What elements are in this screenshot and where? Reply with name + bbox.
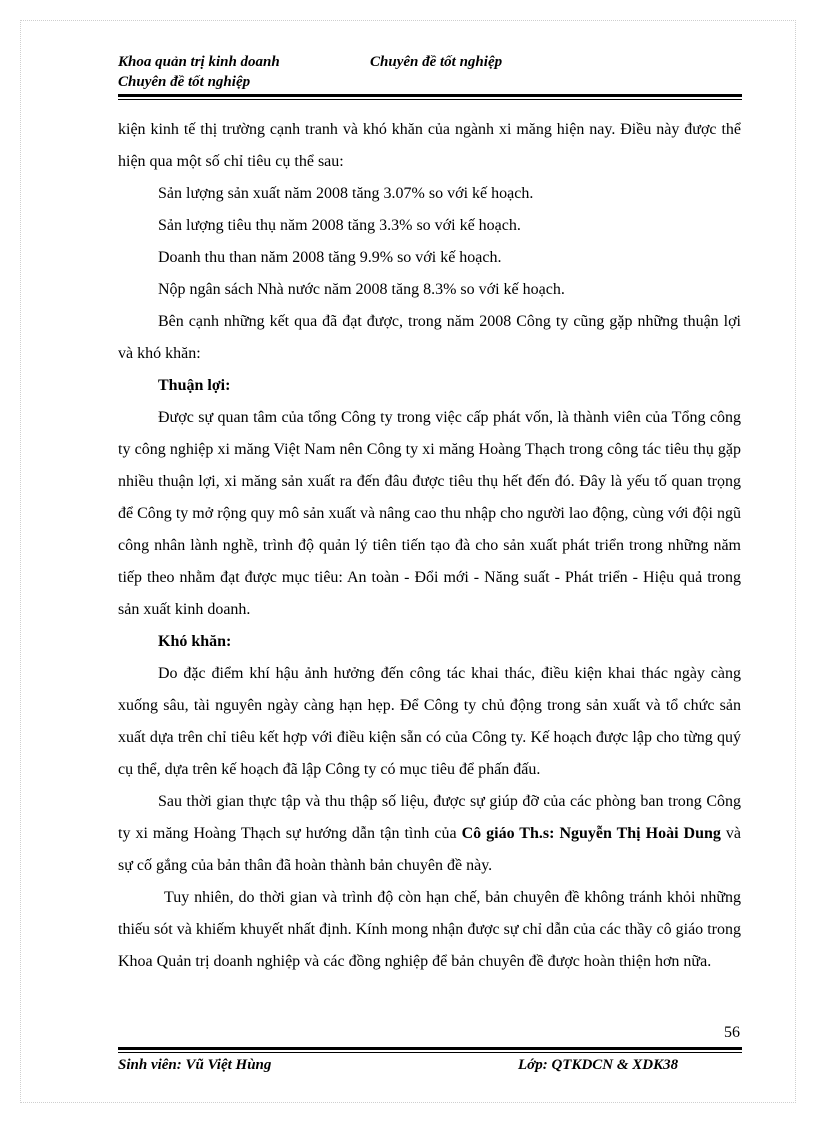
footer-student: Sinh viên: Vũ Việt Hùng bbox=[118, 1057, 272, 1073]
heading-difficulties: Khó khăn: bbox=[158, 633, 232, 650]
supervisor-name: Cô giáo Th.s: Nguyễn Thị Hoài Dung bbox=[461, 825, 721, 842]
header-rule-thick bbox=[118, 94, 742, 97]
footer-rule-thin bbox=[118, 1052, 742, 1053]
header-rule-thin bbox=[118, 99, 742, 100]
header-department: Khoa quản trị kinh doanh bbox=[118, 54, 280, 70]
paragraph-acknowledgement bbox=[118, 786, 741, 882]
document-body bbox=[118, 114, 741, 978]
paragraph-consumption: Sản lượng tiêu thụ năm 2008 tăng 3.3% so với kế hoạch. bbox=[158, 217, 521, 234]
paragraph-advantages: Được sự quan tâm của tổng Công ty trong việc cấp phát vốn, là thành viên của Tổng công ty công nghiệp xi măng Việt Nam nên Công ty xi măng Hoàng Thạch trong công tác tiêu thụ gặp nhiều thuận lợi, xi măng sản xuất ra đến đâu được tiêu thụ hết đến đó. Đây là yếu tố quan trọng để Công ty mở rộng quy mô sản xuất và nâng cao thu nhập cho người lao động, cùng với đội ngũ công nhân lành nghề, trình độ quản lý tiên tiến tạo đà cho sản xuất phát triển trong những năm tiếp theo nhằm đạt được mục tiêu: An toàn - Đổi mới - Năng suất - Phát triển - Hiệu quả trong sản xuất kinh doanh. bbox=[118, 409, 741, 618]
paragraph-closing: Tuy nhiên, do thời gian và trình độ còn hạn chế, bản chuyên đề không tránh khỏi những thiếu sót và khiếm khuyết nhất định. Kính mong nhận được sự chỉ dẫn của các thầy cô giáo trong Khoa Quản trị doanh nghiệp và các đồng nghiệp để bản chuyên đề được hoàn thiện hơn nữa. bbox=[118, 889, 741, 970]
paragraph-difficulties: Do đặc điểm khí hậu ảnh hưởng đến công tác khai thác, điều kiện khai thác ngày càng xuống sâu, tài nguyên ngày càng hạn hẹp. Để Công ty chủ động trong sản xuất và tổ chức sản xuất dựa trên chỉ tiêu kết hợp với điều kiện sẵn có của Công ty. Kế hoạch được lập cho từng quý cụ thể, dựa trên kế hoạch đã lập Công ty có mục tiêu để phấn đấu. bbox=[118, 665, 741, 778]
page-footer bbox=[118, 1055, 742, 1077]
acknowledgement-start: Sau thời gian thực tập và thu thập số liệu, được sự giúp đỡ của các phòng ban trong Công ty xi măng Hoàng Thạch sự hướng dẫn tận tình của bbox=[118, 793, 741, 842]
footer-class: Lớp: QTKDCN & XDK38 bbox=[518, 1057, 679, 1073]
page-number: 56 bbox=[724, 1024, 740, 1041]
paragraph-revenue: Doanh thu than năm 2008 tăng 9.9% so với kế hoạch. bbox=[158, 249, 502, 266]
acknowledgement-end: và sự cố gắng của bản thân đã hoàn thành bản chuyên đề này. bbox=[118, 825, 741, 874]
header-subtitle: Chuyên đề tốt nghiệp bbox=[118, 74, 251, 90]
paragraph-production: Sản lượng sản xuất năm 2008 tăng 3.07% so với kế hoạch. bbox=[158, 185, 534, 202]
paragraph-results: Bên cạnh những kết qua đã đạt được, trong năm 2008 Công ty cũng gặp những thuận lợi và khó khăn: bbox=[118, 313, 741, 362]
header-title: Chuyên đề tốt nghiệp bbox=[370, 54, 503, 70]
heading-advantages: Thuận lợi: bbox=[158, 377, 231, 394]
paragraph-intro: kiện kinh tế thị trường cạnh tranh và khó khăn của ngành xi măng hiện nay. Điều này được thể hiện qua một số chỉ tiêu cụ thể sau: bbox=[118, 121, 741, 170]
footer-rule-thick bbox=[118, 1047, 742, 1050]
paragraph-budget: Nộp ngân sách Nhà nước năm 2008 tăng 8.3% so với kế hoạch. bbox=[158, 281, 565, 298]
